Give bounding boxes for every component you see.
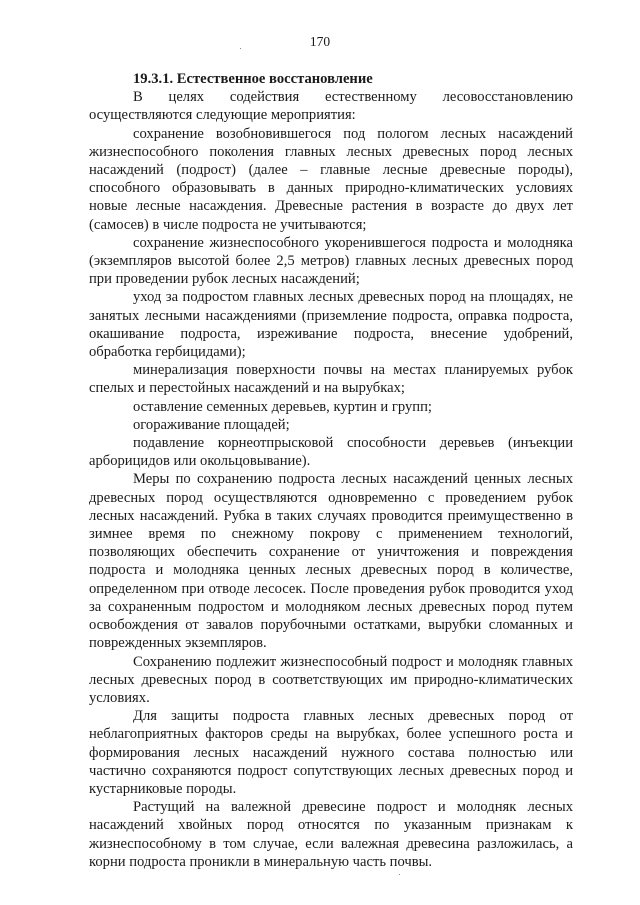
list-item-care: уход за подростом главных лесных древесных пород на площадях, не занятых лесными насаждениями (приземление подроста, оправка подроста, окашивание подроста, изреживание подроста, внесение удобрений, обработка гербицидами); [89,289,573,361]
list-item-suppression: подавление корнеотпрысковой способности деревьев (инъекции арборицидов или окольцовывание). [89,435,573,470]
paragraph-measures: Меры по сохранению подроста лесных насаждений ценных лесных древесных пород осуществляются одновременно с проведением рубок лесных насаждений. Рубка в таких случаях проводится преимущественно в зимнее время по снежному покрову с применением технологий, позволяющих обеспечить сохранение от уничтожения и повреждения подроста и молодняка ценных лесных древесных пород в количестве, определенном при отводе лесосек. После проведения рубок проводится уход за сохраненным подростом и молодняком лесных древесных пород путем освобождения от завалов порубочными остатками, вырубки сломанных и поврежденных экземпляров. [89,471,573,652]
list-item-fencing: огораживание площадей; [133,416,290,433]
paragraph-protection: Для защиты подроста главных лесных древесных пород от неблагоприятных факторов среды на вырубках, более успешного роста и формирования лесных насаждений нужного состава полностью или частично сохраняются подрост сопутствующих лесных древесных пород и кустарниковые породы. [89,708,573,797]
section-heading: 19.3.1. Естественное восстановление [133,71,373,87]
paragraph-intro: В целях содействия естественному лесовосстановлению осуществляются следующие мероприятия: [89,89,573,124]
paragraph-deadwood: Растущий на валежной древесине подрост и молодняк лесных насаждений хвойных пород относятся по указанным признакам к жизнеспособному в том случае, если валежная древесина разложилась, а корни подроста проникли в минеральную часть почвы. [89,799,573,870]
scan-speck [240,48,241,49]
list-item-mineralization: минерализация поверхности почвы на местах планируемых рубок спелых и перестойных насаждений и на вырубках; [89,362,573,397]
paragraph-subject-to-preservation: Сохранению подлежит жизнеспособный подрост и молодняк главных лесных древесных пород в соответствующих им природно-климатических условиях. [89,653,573,706]
page-number: 170 [309,34,331,49]
scan-speck [399,874,400,875]
document-body [89,70,573,871]
list-item-rooted-undergrowth: сохранение жизнеспособного укоренившегося подроста и молодняка (экземпляров высотой более 2,5 метров) главных лесных древесных пород при проведении рубок лесных насаждений; [89,234,573,288]
list-item-seed-trees: оставление семенных деревьев, куртин и групп; [133,398,432,415]
list-item-preservation: сохранение возобновившегося под пологом лесных насаждений жизнеспособного поколения главных лесных древесных пород лесных насаждений (подрост) (далее – главные лесные древесные породы), способного образовывать в данных природно-климатических условиях новые лесные насаждения. Древесные растения в возрасте до двух лет (самосев) в числе подроста не учитываются; [89,125,573,233]
